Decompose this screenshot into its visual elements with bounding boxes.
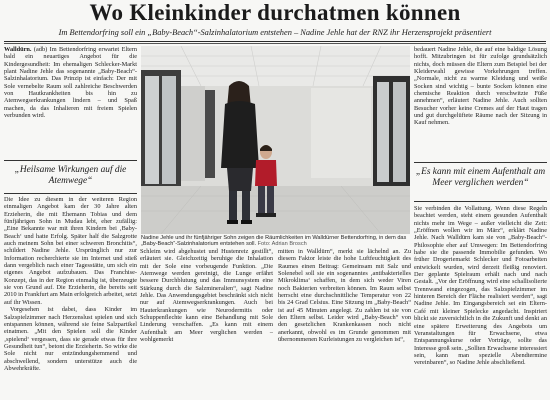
header-rule (4, 41, 546, 42)
header-rule-thin (4, 43, 546, 44)
headline: Wo Kleinkinder durchatmen können (89, 0, 461, 25)
photo-caption (141, 235, 410, 247)
article-column-3 (278, 248, 411, 398)
paragraph: Die Idee zu diesem in der weiteren Region einmaligen Angebot kam der 30 Jahre alten Erzieherin, die mit Ehemann Tobias und dem fünfjährigen Sohn in Mudau lebt, eher zufällig: „Eine Bekannte war mit ihren Kindern bei ‚Baby-Beach‘ und hatte Erfolg. Später half die Salzgrotte auch meinem Sohn bei einer schweren Bronchitis“, schildert Nadine Jehle. Ursprünglich nur zur Information recherchierte sie im Internet und stieß dann vergeblich nach einer Tagesstätte, um sich ein eigenes Angebot aufzubauen. Das Franchise-Konzept, das in der Region einmalig ist, überzeugte sie von Grund auf. Die Erzieherin, die bereits seit 2010 in Frankfurt am Main erfolgreich arbeitet, setzt auf ihr Wissen. (4, 196, 137, 306)
lead-text: (adb) Im Bettendorfring erwartet Eltern bald ein neuartiges Angebot für die Kindergesundheit: Im ehemaligen Schlecker-Markt plant Nadine Jehle das sogenannte „Baby-Beach“-Salzinhalatorium. Das Prinzip ist einfach: Der mit Sole vernebelte Raum soll zahlreiche Beschwerden von Hautkrankheiten bis hin zu Atemwegserkrankungen lindern – und Spaß machen, da das Inhalieren mit freiem Spielen verbunden wird. (4, 46, 137, 120)
article-column-1-bottom (4, 196, 137, 396)
paragraph: Sie verbinden die Vollattung. Wenn diese Regeln beachtet werden, steht einem gesunden Aufenthalt nichts mehr im Wege – außer vielleicht die Zeit: „Eröffnen wollen wir im März“, erklärt Nadine Jehle. Nach Walldürn kam sie von „Baby-Beach“-Philosophie eher auf Umwegen: Im Bettendorfring habe sie die passende Immobilie gefunden. Wo früher Drogeriemarkt Schlecker und Fotoarbeiten entwickelt wurden, wird derzeit fleißig renoviert. Der geplante Spielraum erhält nach und nach Gestalt. „Vor der Eröffnung wird eine schallisolierte Trennwand eingezogen, das Salzspielzimmer im hinteren Bereich der Fläche realisiert werden“, sagt Nadine Jehle. Im Eingangsbereich sei ein Eltern-Café mit kleiner Spielecke angedacht. Inspiriert blickt sie zuversichtlich in die Zukunft und denkt an eine spätere Erweiterung des Angebots um Veranstaltungen für Erwachsene, etwa Entspannungskurse oder Vorträge, sollte das Interesse groß sein. „Sollten Erwachsene interessiert sein, kann man spezielle Abendtermine vereinbaren“, so Nadine Jehle abschließend. (414, 205, 547, 367)
lead-paragraph (4, 46, 137, 119)
paragraph: bedauert Nadine Jehle, die auf eine baldige Lösung hofft. Mitzubringen ist für zufolge grundsätzlich nichts, doch müssen die Eltern zum Beispiel bei der Kleiderwahl gewisse Vorkehrungen treffen. „Normale, nicht zu warme Kleidung und weiße Socken sind wichtig – bunte Socken können eine chemische Reaktion durch verschwitzte Füße annehmen“, erläutert Nadine Jehle. Auch sollten Besucher vorher keine Cremes auf der Haut tragen und gut durchgelüftete Räume nach der Sitzung in Kauf nehmen. (414, 46, 547, 127)
pullquote-right: „Es kann mit einem Aufenthalt am Meer verglichen werden“ (414, 162, 547, 202)
article-photo (141, 46, 410, 234)
dateline: Walldürn. (4, 46, 32, 53)
caption-text: Nadine Jehle und ihr fünfjähriger Sohn zeigen die Räumlichkeiten im Walldürner Bettendorfring, in dem das „Baby-Beach“-Salzinhalatorium entstehen soll. (141, 235, 407, 248)
paragraph: Vorgesehen ist dabei, dass Kinder im Salzspielzimmer nach Herzenslust spielen und sich entspannen können, während sie feine Salzpartikel einatmen. „Mit den Spielen soll die Kinder ‚spielend‘ vergessen, dass sie gerade etwas für ihre Gesundheit tun“, betont die Erzieherin. So wirke die Sole nicht nur entzündungshemmend und abschwellend, sondern unterstütze auch die Abwehrkräfte. (4, 306, 137, 372)
article-column-2 (140, 248, 273, 398)
paragraph: mitten in Walldürn“, merkt sie lächelnd an. Zu diesem Faktor leiste die hohe Luftfeuchtigkeit des Raumes einen Beitrag: Gemeinsam mit Salz und Solenebel soll sie ein sogenanntes ‚antibakterielles Mikroklima‘ schaffen, in dem sich weder Viren noch Bakterien verbreiten können. Im Raum selbst herrscht eine durchschnittliche Temperatur von 22 bis 24 Grad Celsius. Eine Sitzung im „Baby-Beach“ ist auf 45 Minuten angelegt. Zu zahlen ist sie von den Eltern selbst. Leider wird „Baby-Beach“ von den gesetzlichen Krankenkassen noch nicht anerkannt, obwohl es im Grunde genommen mit übernommenen Kurleistungen zu vergleichen ist“, (278, 248, 411, 344)
article-column-1-top (4, 46, 137, 156)
photo-credit: Foto: Adrian Brosch (257, 241, 307, 248)
article-column-4-bottom (414, 205, 547, 397)
article-column-4-top (414, 46, 547, 162)
pullquote-left: „Heilsame Wirkungen auf die Atemwege“ (4, 160, 137, 194)
paragraph: Schleim wird abgehustet und Hustenreiz gestillt“, erläutert sie. Gleichzeitig beruhige die Inhalation mit der Sole eine vorbeugende Funktion. „Die Atemwege werden gereinigt, die Lunge erfährt bessere Durchblutung und das Immunsystem eine Stärkung durch die Salzmineralien“, sagt Nadine Jehle. Das Anwendungsgebiet beschränkt sich nicht nur auf Atemwegserkrankungen. Auch bei Hauterkrankungen wie Neurodermitis oder Schuppenflechte kann eine Behandlung mit Sole Linderung verschaffen. „Es kann mit einem Aufenthalt am Meer verglichen werden – wohlgemerkt (140, 248, 273, 344)
subheadline: Im Bettendorfring soll ein „Baby-Beach“-Salzinhalatorium entstehen – Nadine Jehle hat der RNZ ihr Herzensprojekt präsentiert (58, 28, 492, 37)
